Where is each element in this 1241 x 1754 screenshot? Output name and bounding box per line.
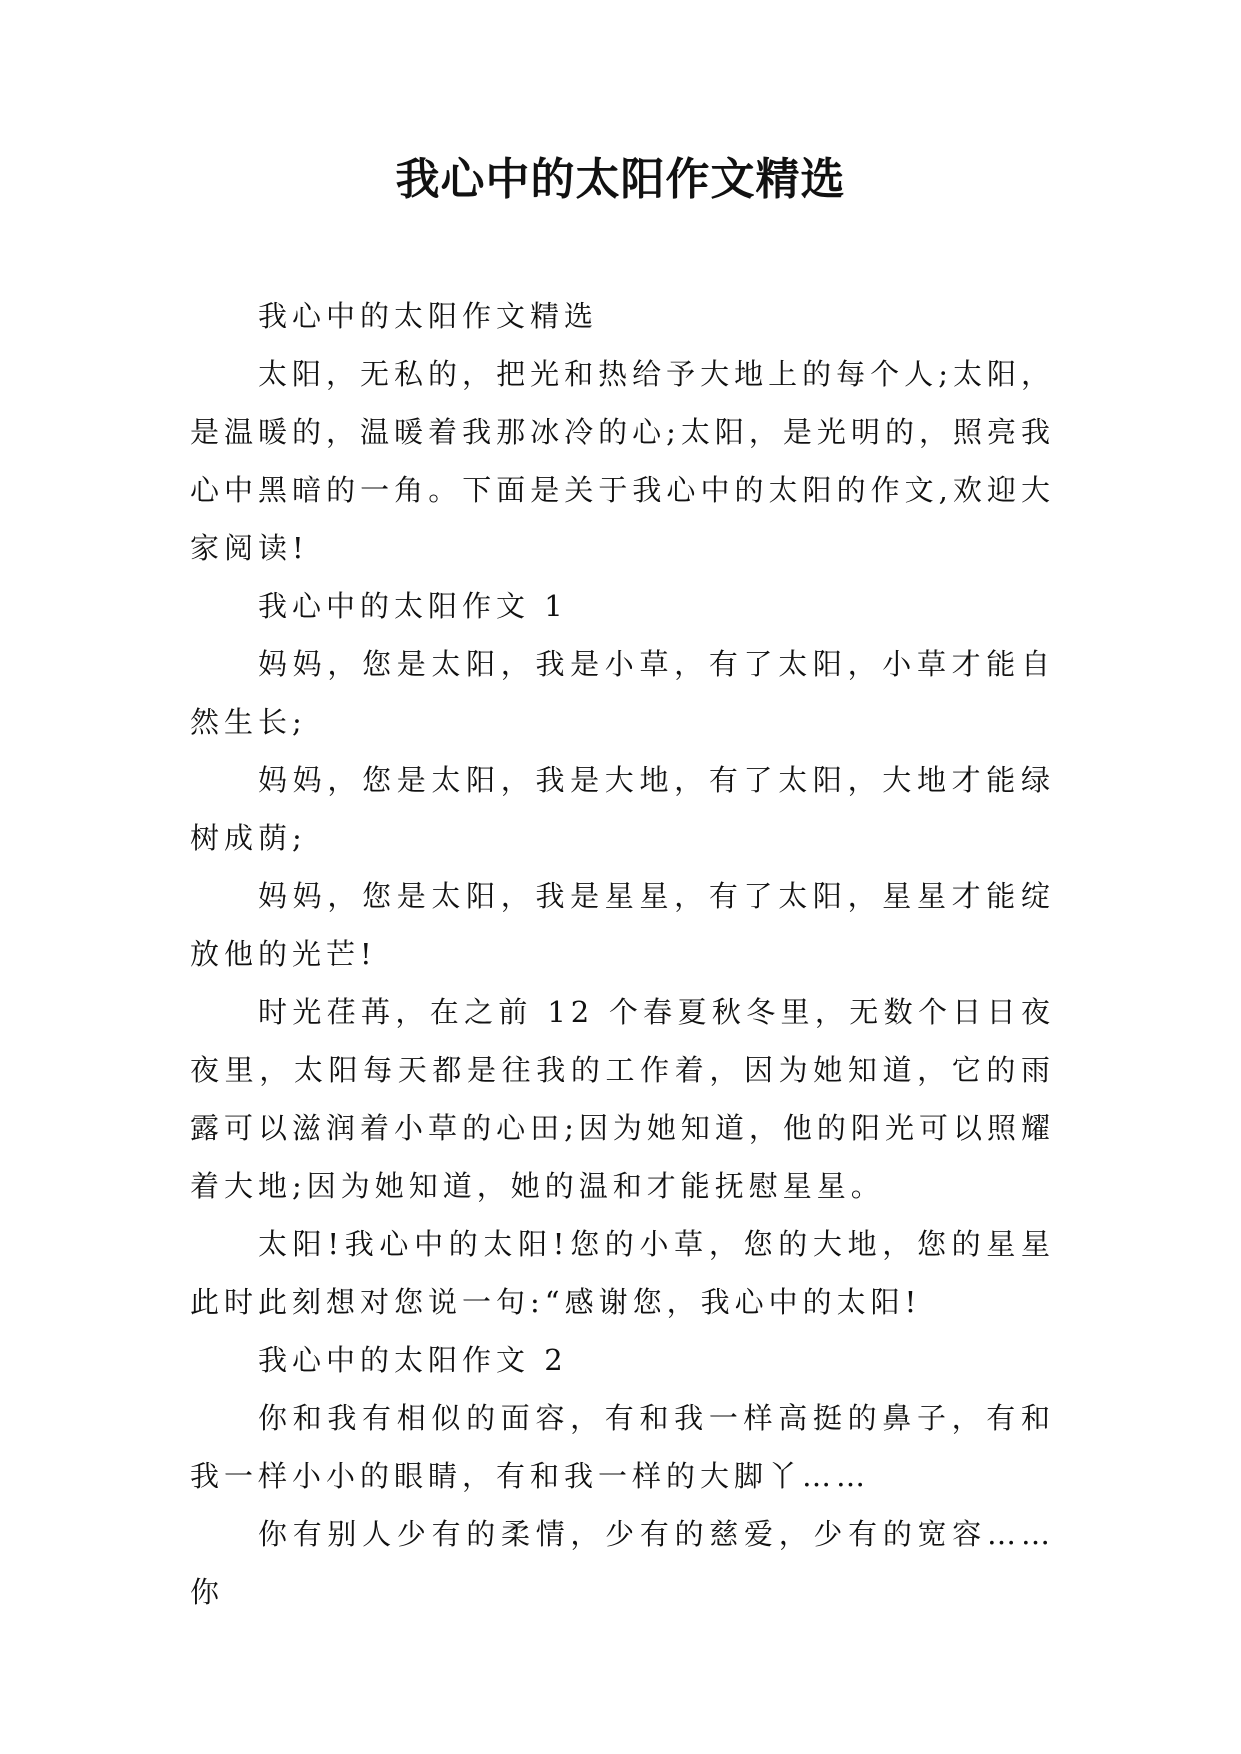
paragraph: 我心中的太阳作文 1 — [258, 589, 568, 623]
paragraph: 你和我有相似的面容，有和我一样高挺的鼻子，有和我一样小小的眼睛，有和我一样的大脚丫…… — [190, 1401, 1055, 1493]
paragraph: 太阳!我心中的太阳!您的小草，您的大地，您的星星此时此刻想对您说一句:“感谢您，我心中的太阳! — [190, 1227, 1055, 1319]
paragraph: 妈妈，您是太阳，我是星星，有了太阳，星星才能绽放他的光芒! — [190, 879, 1055, 971]
paragraph: 我心中的太阳作文精选 — [258, 299, 599, 333]
paragraph: 太阳，无私的，把光和热给予大地上的每个人;太阳，是温暖的，温暖着我那冰冷的心;太阳，是光明的，照亮我心中黑暗的一角。下面是关于我心中的太阳的作文,欢迎大家阅读! — [190, 357, 1055, 565]
paragraph: 你有别人少有的柔情，少有的慈爱，少有的宽容……你 — [190, 1517, 1055, 1609]
paragraph: 时光荏苒，在之前 12 个春夏秋冬里，无数个日日夜夜里，太阳每天都是往我的工作着，因为她知道，它的雨露可以滋润着小草的心田;因为她知道，他的阳光可以照耀着大地;因为她知道，她的温和才能抚慰星星。 — [190, 995, 1055, 1203]
document-title: 我心中的太阳作文精选 — [395, 154, 846, 205]
paragraph: 我心中的太阳作文 2 — [258, 1343, 568, 1377]
document-body — [190, 287, 1055, 1621]
paragraph: 妈妈，您是太阳，我是小草，有了太阳，小草才能自然生长; — [190, 647, 1055, 739]
paragraph: 妈妈，您是太阳，我是大地，有了太阳，大地才能绿树成荫; — [190, 763, 1055, 855]
